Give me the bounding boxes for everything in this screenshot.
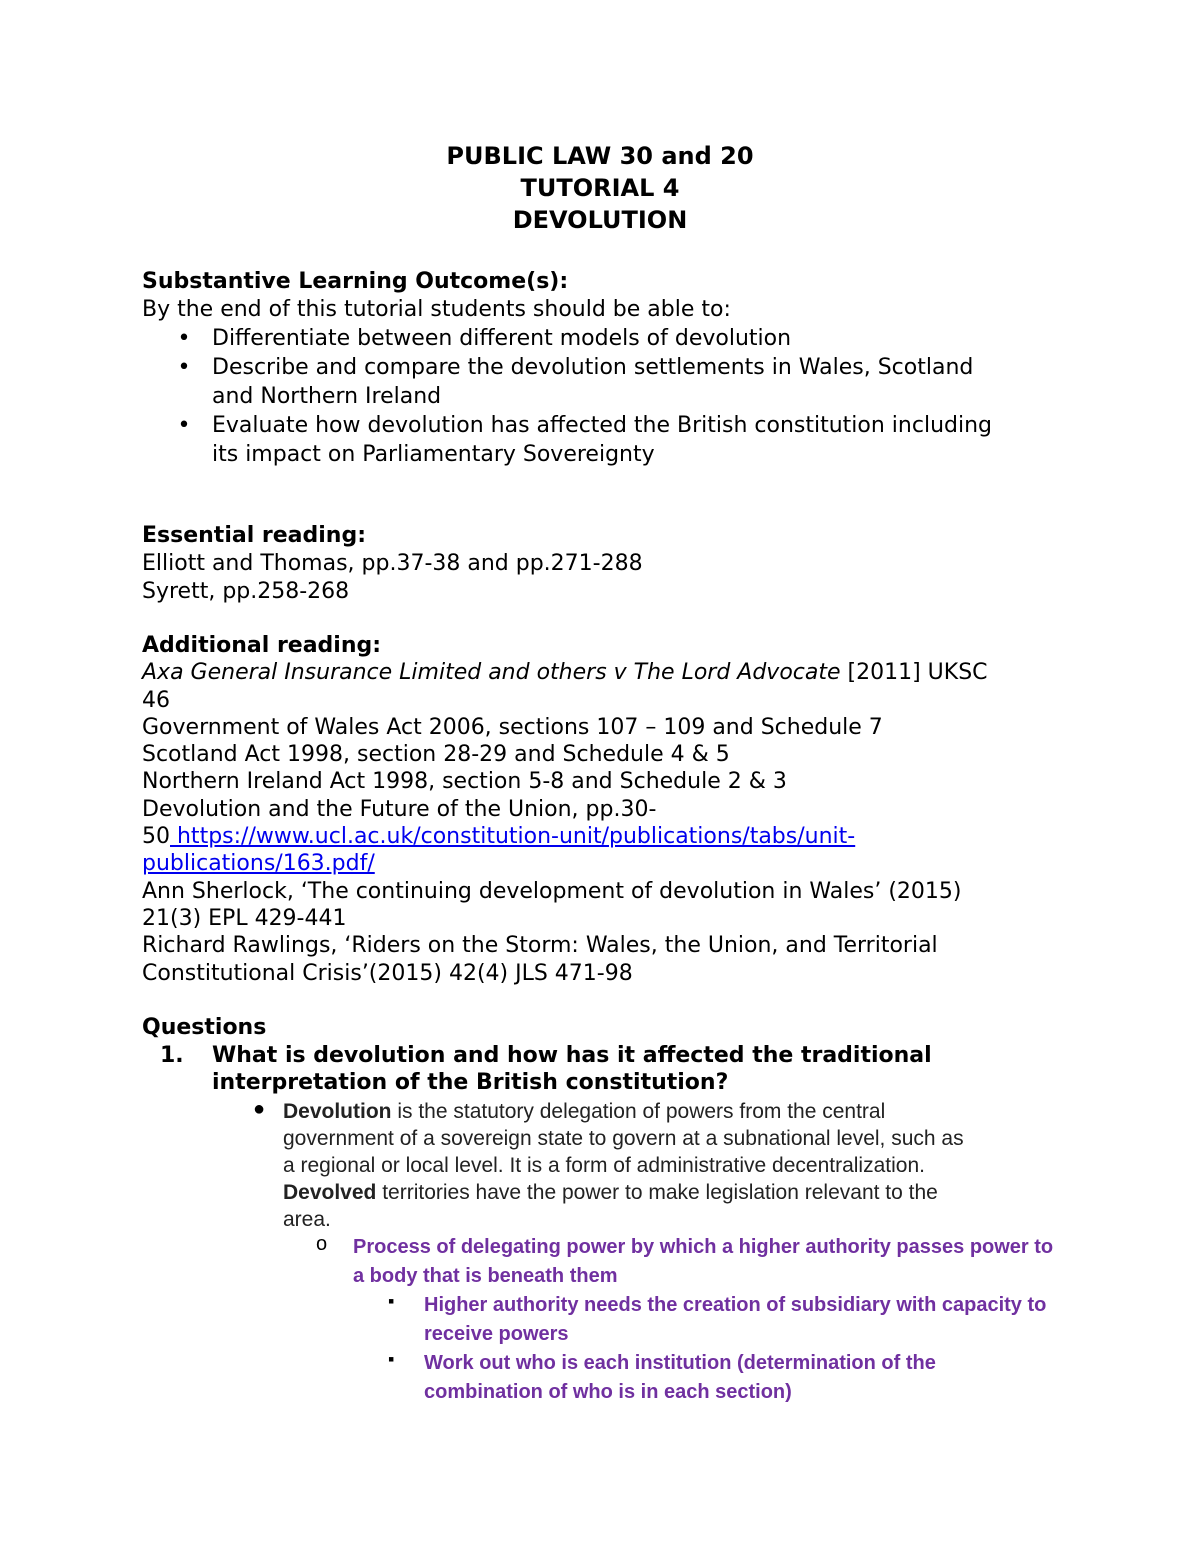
devolution-definition xyxy=(283,1098,1073,1233)
bullet-icon: • xyxy=(177,326,191,351)
northern-ireland-act: Northern Ireland Act 1998, section 5-8 and Schedule 2 & 3 xyxy=(142,769,787,795)
list-item xyxy=(142,411,1072,469)
additional-reading-heading: Additional reading: xyxy=(142,633,382,658)
rawlings-reading-citation: Constitutional Crisis’(2015) 42(4) JLS 471-98 xyxy=(142,960,633,986)
future-of-union-pages: 50 xyxy=(142,824,170,850)
axa-case-line xyxy=(142,659,1072,686)
answer-line xyxy=(283,1179,1073,1206)
essential-reading-item: Syrett, pp.258-268 xyxy=(142,579,350,604)
note-text: combination of who is in each section) xyxy=(424,1381,792,1403)
future-of-union-reading: Devolution and the Future of the Union, pp.30- xyxy=(142,796,657,822)
note-text: Work out who is each institution (determination of the xyxy=(424,1352,936,1374)
title-line-2: TUTORIAL 4 xyxy=(520,174,680,202)
question-number: 1. xyxy=(160,1043,184,1068)
list-item-text: and Northern Ireland xyxy=(212,384,442,409)
note-text: Higher authority needs the creation of subsidiary with capacity to xyxy=(424,1294,1047,1316)
axa-case-citation-2: 46 xyxy=(142,687,170,713)
answer-line xyxy=(283,1098,1073,1125)
sherlock-reading-citation: 21(3) EPL 429-441 xyxy=(142,905,347,931)
devolved-term: Devolved xyxy=(283,1181,377,1204)
document-title xyxy=(0,140,1200,236)
essential-reading-item: Elliott and Thomas, pp.37-38 and pp.271-288 xyxy=(142,551,643,576)
learning-outcomes-heading: Substantive Learning Outcome(s): xyxy=(142,269,569,294)
question-text: interpretation of the British constitution? xyxy=(212,1070,729,1095)
note-subpoint xyxy=(424,1291,1074,1349)
future-of-union-pages-line xyxy=(142,823,1072,850)
learning-outcomes-section xyxy=(142,268,1072,469)
list-item-text: Differentiate between different models of devolution xyxy=(212,326,792,351)
hollow-circle-icon: o xyxy=(316,1233,328,1255)
note-text: a body that is beneath them xyxy=(353,1265,618,1287)
essential-reading-section xyxy=(142,522,1072,606)
square-bullet-icon: ▪ xyxy=(388,1349,395,1369)
list-item xyxy=(142,324,1072,353)
learning-outcomes-list xyxy=(142,324,1072,469)
note-subpoint xyxy=(424,1349,1074,1407)
title-line-3: DEVOLUTION xyxy=(512,206,688,234)
list-item-text: Describe and compare the devolution settlements in Wales, Scotland xyxy=(212,355,974,380)
title-line-1: PUBLIC LAW 30 and 20 xyxy=(446,142,754,170)
note-text: receive powers xyxy=(424,1323,569,1345)
axa-case-citation: [2011] UKSC xyxy=(840,660,988,686)
note-point xyxy=(353,1233,1073,1291)
devolution-term: Devolution xyxy=(283,1100,392,1123)
bullet-icon: • xyxy=(177,413,191,438)
answer-line: government of a sovereign state to govern at a subnational level, such as xyxy=(283,1127,964,1150)
list-item xyxy=(142,353,1072,411)
answer-text: territories have the power to make legislation relevant to the xyxy=(376,1181,938,1204)
answer-text: is the statutory delegation of powers from the central xyxy=(391,1100,886,1123)
bullet-icon: ● xyxy=(253,1098,266,1120)
note-text: Process of delegating power by which a higher authority passes power to xyxy=(353,1236,1054,1258)
ucl-publication-link-line xyxy=(142,850,1072,877)
rawlings-reading: Richard Rawlings, ‘Riders on the Storm: Wales, the Union, and Territorial xyxy=(142,933,938,959)
question-1 xyxy=(142,1042,1072,1096)
learning-outcomes-intro: By the end of this tutorial students should be able to: xyxy=(142,297,731,322)
questions-heading: Questions xyxy=(142,1015,267,1040)
scotland-act: Scotland Act 1998, section 28-29 and Schedule 4 & 5 xyxy=(142,742,730,768)
ucl-publication-link-continued[interactable]: publications/163.pdf/ xyxy=(142,851,375,877)
square-bullet-icon: ▪ xyxy=(388,1291,395,1311)
government-of-wales-act: Government of Wales Act 2006, sections 107 – 109 and Schedule 7 xyxy=(142,714,883,740)
bullet-icon: • xyxy=(177,355,191,380)
questions-section xyxy=(142,1014,1072,1096)
answer-line: a regional or local level. It is a form of administrative decentralization. xyxy=(283,1154,925,1177)
axa-case-name: Axa General Insurance Limited and others v The Lord Advocate xyxy=(142,660,841,686)
question-text: What is devolution and how has it affected the traditional xyxy=(212,1043,932,1068)
answer-line: area. xyxy=(283,1208,331,1231)
essential-reading-heading: Essential reading: xyxy=(142,523,367,548)
additional-reading-section xyxy=(142,632,1072,987)
sherlock-reading: Ann Sherlock, ‘The continuing development of devolution in Wales’ (2015) xyxy=(142,878,962,904)
ucl-publication-link[interactable]: https://www.ucl.ac.uk/constitution-unit/publications/tabs/unit- xyxy=(170,824,856,850)
list-item-text: Evaluate how devolution has affected the British constitution including xyxy=(212,413,993,438)
list-item-text: its impact on Parliamentary Sovereignty xyxy=(212,442,655,467)
